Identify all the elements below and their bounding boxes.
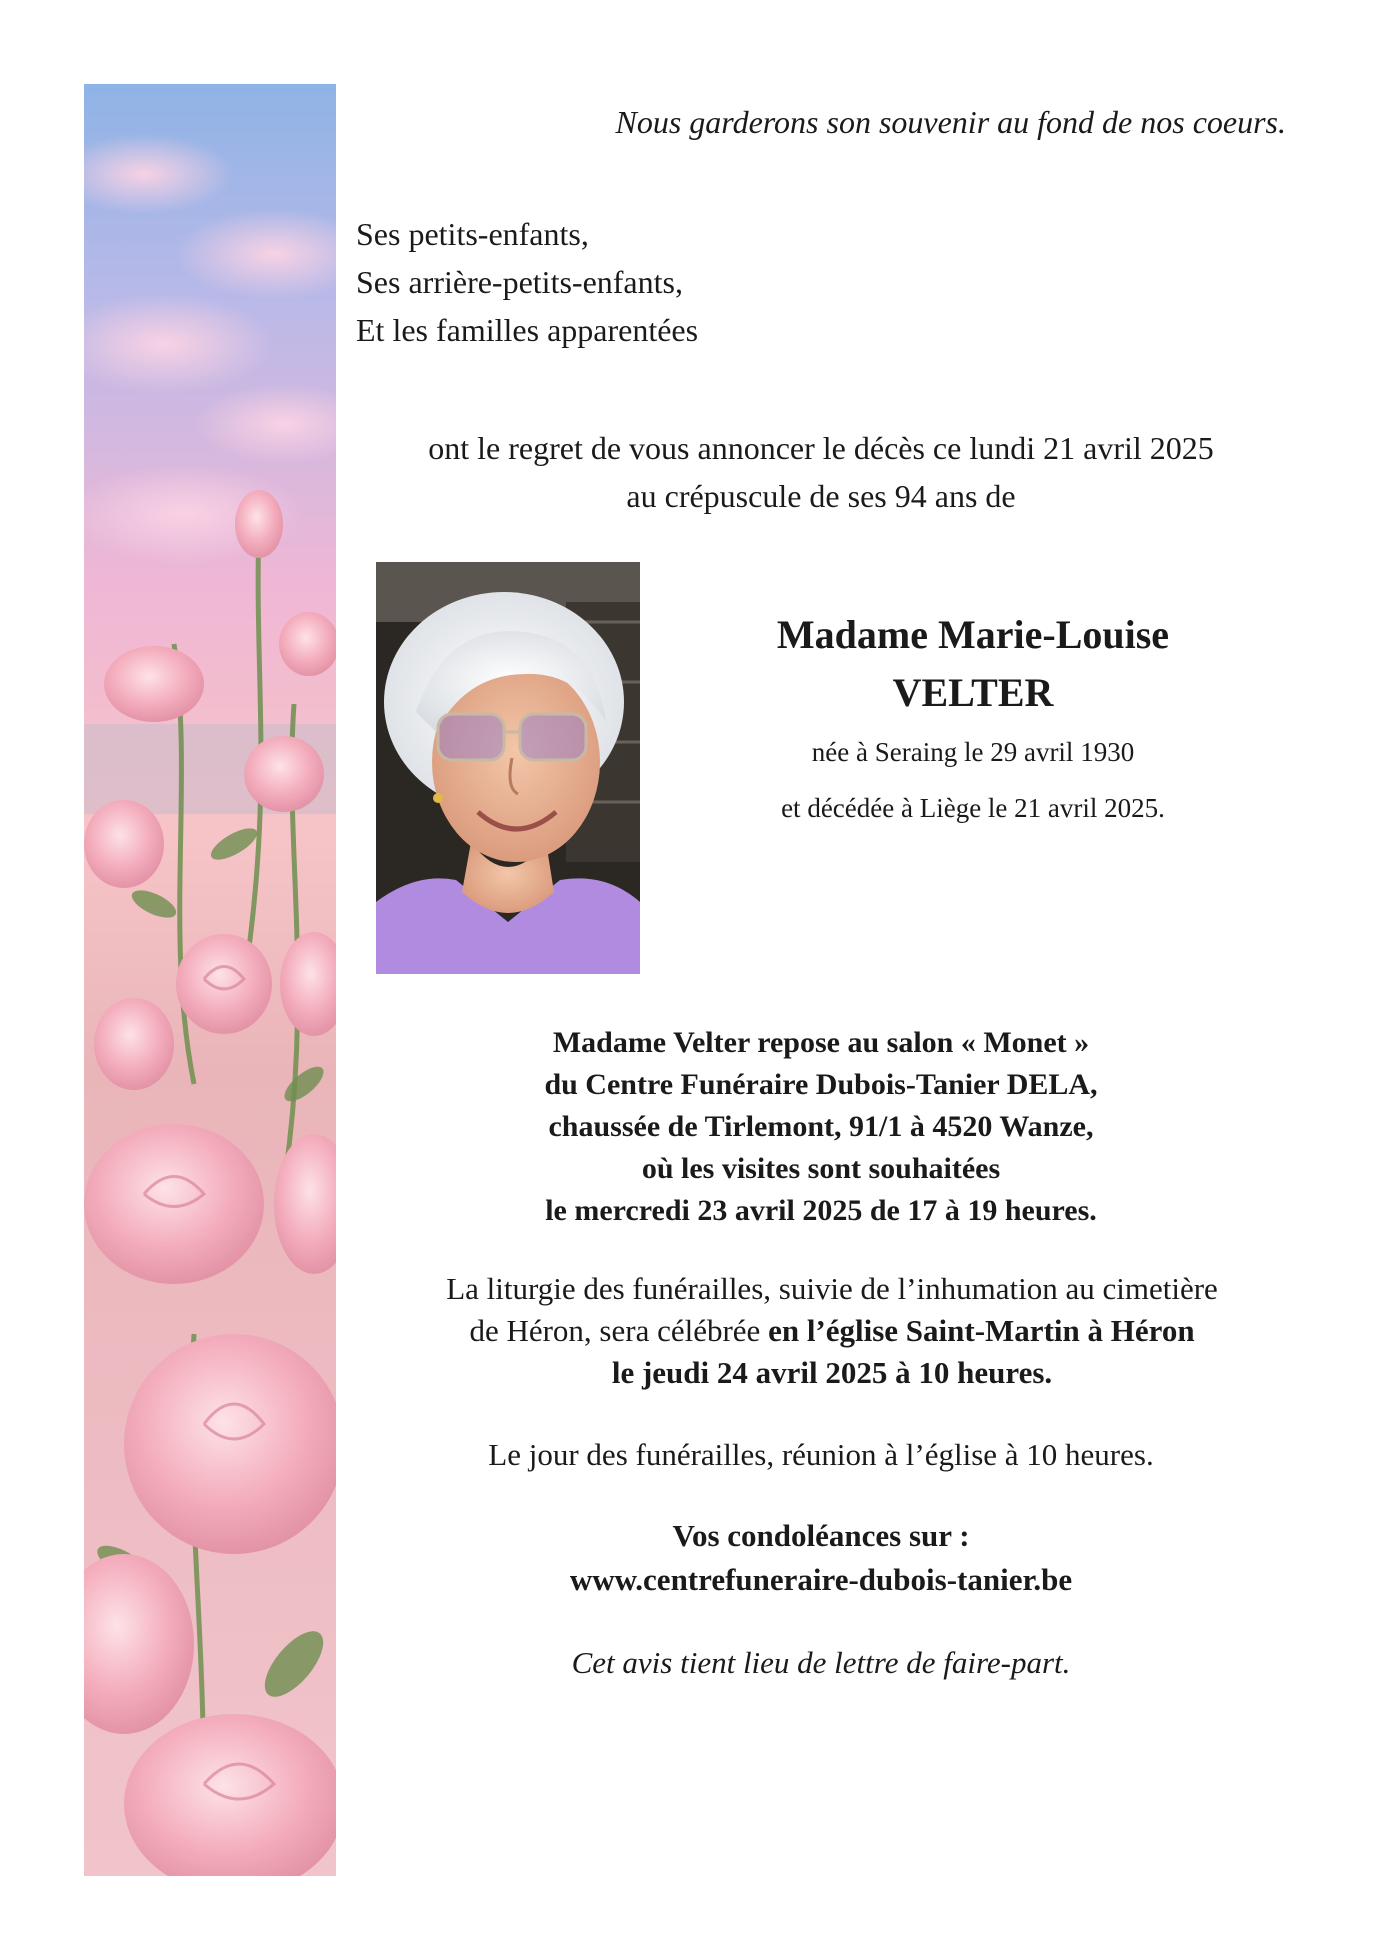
announcement-line-2: au crépuscule de ses 94 ans de [626,478,1016,514]
condolences-label: Vos condoléances sur : [672,1518,970,1553]
condolences-info [356,1514,1286,1602]
deceased-surname: VELTER [892,670,1054,715]
liturgy-church: en l’église Saint-Martin à Héron [768,1313,1195,1348]
rose-decoration-strip [84,84,336,1876]
condolences-website-link[interactable]: www.centrefuneraire-dubois-tanier.be [569,1562,1073,1597]
deceased-identity [660,606,1286,836]
liturgy-line-1: La liturgie des funérailles, suivie de l’inhumation au cimetière [446,1271,1218,1306]
liturgy-date: le jeudi 24 avril 2025 à 10 heures. [611,1355,1053,1390]
funeral-liturgy-info [356,1268,1308,1394]
visitation-line-1: Madame Velter repose au salon « Monet » [552,1026,1090,1059]
roses-illustration [84,84,336,1876]
visitation-line-4: où les visites sont souhaitées [641,1152,1001,1185]
liturgy-line-3 [356,1352,1308,1394]
death-announcement [356,424,1286,520]
visitation-info [356,1022,1286,1232]
announcement-line-1: ont le regret de vous annoncer le décès ce lundi 21 avril 2025 [428,430,1214,466]
family-line-great-grandchildren: Ses arrière-petits-enfants, [356,264,683,300]
family-line-relatives: Et les familles apparentées [356,312,699,348]
deceased-first-name: Madame Marie-Louise [776,612,1170,657]
epigraph: Nous garderons son souvenir au fond de nos coeurs. [615,104,1286,140]
visitation-line-5: le mercredi 23 avril 2025 de 17 à 19 heures. [545,1194,1097,1227]
birth-info: née à Seraing le 29 avril 1930 [811,737,1135,767]
deceased-photo [376,562,640,974]
closing-note: Cet avis tient lieu de lettre de faire-part. [571,1645,1071,1680]
portrait-image [376,562,640,974]
visitation-line-3: chaussée de Tirlemont, 91/1 à 4520 Wanze, [548,1110,1094,1143]
liturgy-line-2-regular: de Héron, sera célébrée [469,1313,769,1348]
family-line-grandchildren: Ses petits-enfants, [356,216,589,252]
gathering-info: Le jour des funérailles, réunion à l’église à 10 heures. [488,1437,1154,1472]
family-list [356,210,698,354]
liturgy-line-2 [356,1310,1308,1352]
visitation-line-2: du Centre Funéraire Dubois-Tanier DELA, [544,1068,1098,1101]
death-info: et décédée à Liège le 21 avril 2025. [781,793,1165,823]
